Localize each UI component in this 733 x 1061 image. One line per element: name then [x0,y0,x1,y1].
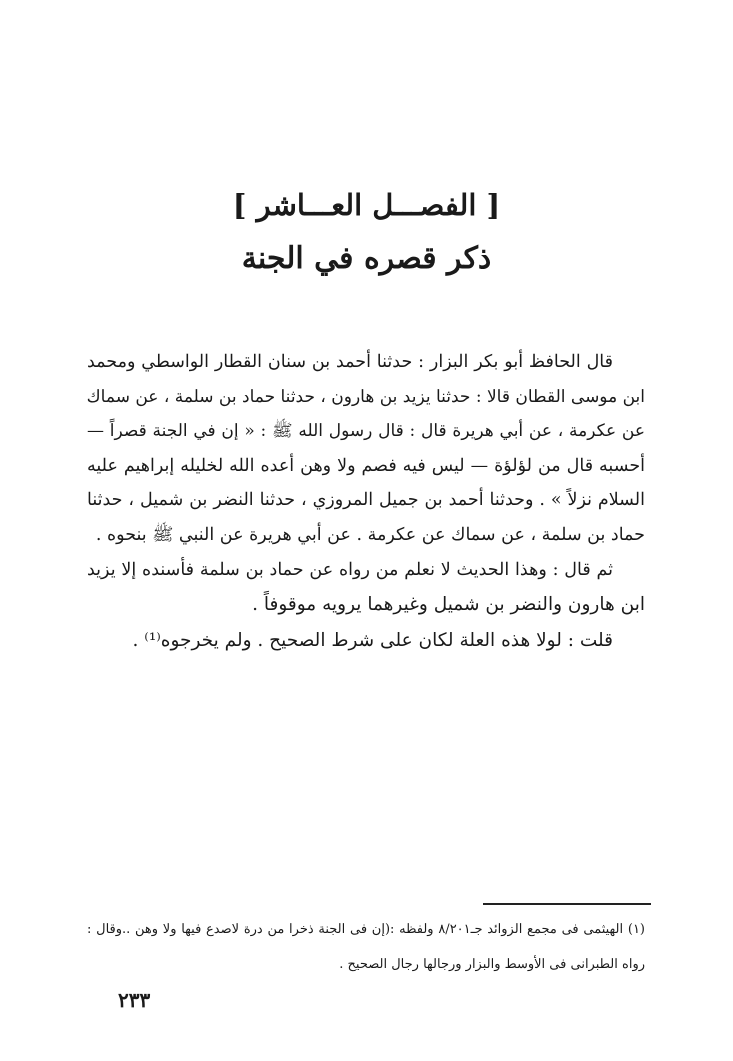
paragraph-isnad [87,345,645,552]
chapter-label: [ الفصـــل العـــاشر ] [232,188,501,222]
text-line: أحسبه قال من لؤلؤة — ليس فيه فصم ولا وهن أعده الله لخليله إبراهيم عليه [87,455,645,476]
text-line: ابن موسى القطان قالا : حدثنا يزيد بن هارون ، حدثنا حماد بن سلمة ، عن سماك [87,386,645,407]
text-line: قلت : لولا هذه العلة لكان على شرط الصحيح . ولم يخرجوه⁽¹⁾ . [132,630,613,651]
chapter-title: ذكر قصره في الجنة [241,241,492,276]
paragraph-note [87,624,645,659]
text-line: ثم قال : وهذا الحديث لا نعلم من رواه عن حماد بن سلمة فأسنده إلا يزيد [87,560,613,580]
text-line: عن عكرمة ، عن أبي هريرة قال : قال رسول الله ﷺ : « إن في الجنة قصراً — [87,421,645,441]
text-line: حماد بن سلمة ، عن سماك عن عكرمة . عن أبي هريرة عن النبي ﷺ بنحوه . [95,524,645,545]
text-line: قال الحافظ أبو بكر البزار : حدثنا أحمد بن سنان القطار الواسطي ومحمد [87,352,613,372]
footnote-line: (١) الهيثمى فى مجمع الزوائد جـ٨/٢٠١ ولفظه :(إن فى الجنة ذخرا من درة لاصدع فيها ولا وهن ..وقال : [87,922,645,937]
paragraph-commentary [87,553,645,622]
text-line: ابن هارون والنضر بن شميل وغيرهما يرويه موقوفاً . [252,593,645,615]
text-line: السلام نزلاً » . وحدثنا أحمد بن جميل المروزي ، حدثنا النضر بن شميل ، حدثنا [87,490,645,510]
footnote-line: رواه الطبرانى فى الأوسط والبزار ورجالها رجال الصحيح . [339,957,645,972]
footnote-divider [483,903,651,905]
page-number: ٢٣٣ [118,988,151,1012]
